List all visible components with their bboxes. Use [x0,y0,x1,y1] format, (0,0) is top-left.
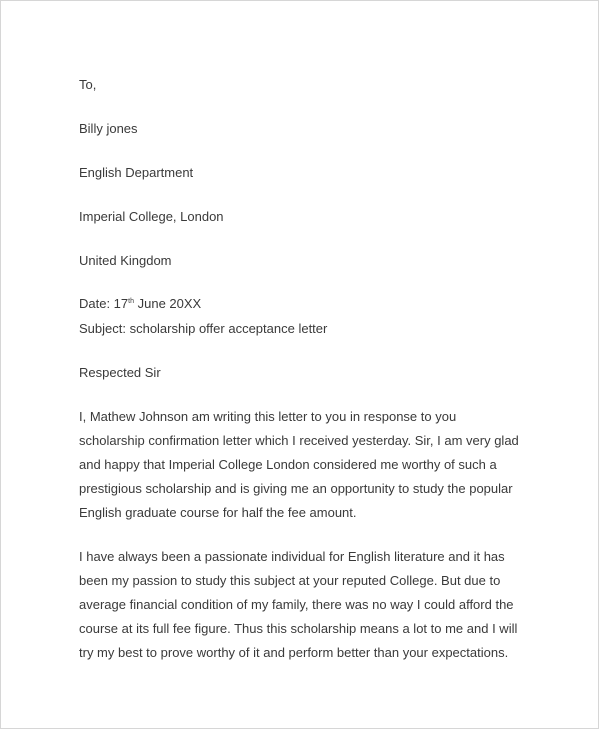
paragraph-line: try my best to prove worthy of it and perform better than your expectations. [79,645,509,660]
recipient-name: Billy jones [79,121,138,136]
salutation-to: To, [79,77,97,92]
letter-subject: Subject: scholarship offer acceptance letter [79,321,328,336]
recipient-department: English Department [79,165,194,180]
letter-date [79,296,201,312]
paragraph-line: average financial condition of my family, there was no way I could afford the [79,597,514,612]
recipient-institution: Imperial College, London [79,209,224,224]
paragraph-line: course at its full fee figure. Thus this scholarship means a lot to me and I will [79,621,518,636]
body-paragraph-2 [79,549,549,669]
letter-greeting: Respected Sir [79,365,161,380]
paragraph-line: scholarship confirmation letter which I received yesterday. Sir, I am very glad [79,433,519,448]
paragraph-line: prestigious scholarship and is giving me an opportunity to study the popular [79,481,513,496]
paragraph-line: I, Mathew Johnson am writing this letter to you in response to you [79,409,457,424]
paragraph-line: been my passion to study this subject at your reputed College. But due to [79,573,501,588]
date-ordinal-suffix: th [128,298,134,305]
paragraph-line: English graduate course for half the fee amount. [79,505,357,520]
body-paragraph-1 [79,409,549,529]
date-prefix: Date: 17 [79,296,129,311]
date-rest: June 20XX [134,296,202,311]
recipient-country: United Kingdom [79,253,172,268]
paragraph-line: I have always been a passionate individual for English literature and it has [79,549,505,564]
paragraph-line: and happy that Imperial College London considered me worthy of such a [79,457,497,472]
